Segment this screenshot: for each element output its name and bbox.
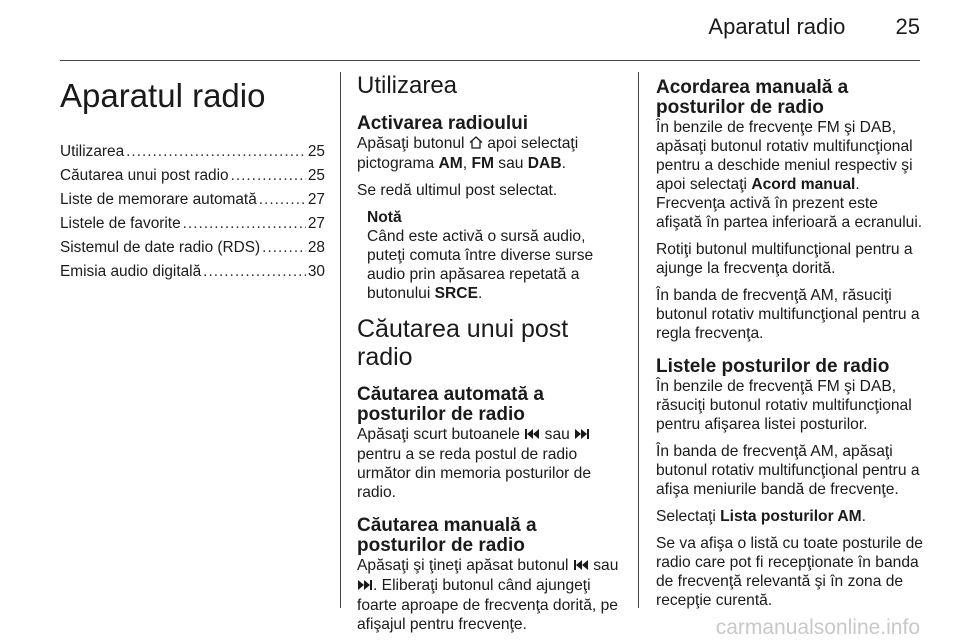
- content-column-3: [656, 72, 924, 618]
- chapter-title: Aparatul radio: [60, 77, 266, 114]
- toc-leader: [262, 238, 306, 257]
- column-divider: [638, 72, 639, 608]
- paragraph: Apăsaţi scurt butoanele sau pentru a se reda postul de radio următor din memoria posturilor de radio.: [357, 426, 591, 501]
- toc-page: 27: [307, 215, 325, 232]
- home-icon: [469, 135, 483, 154]
- paragraph: În benzile de frecvenţă FM şi DAB, răsuciţi butonul rotativ multifuncţional pentru afişarea listei posturilor.: [656, 378, 912, 433]
- previous-track-icon: [573, 557, 589, 576]
- paragraph: Apăsaţi şi ţineţi apăsat butonul sau . Eliberaţi butonul când ajungeţi foarte aproape de frecvenţa dorită, pe afişajul pentru frecvenţe.: [357, 557, 619, 633]
- toc-item[interactable]: [60, 262, 325, 286]
- note-box: [357, 208, 621, 303]
- running-head: [708, 14, 920, 40]
- paragraph: În banda de frecvenţă AM, răsuciţi butonul rotativ multifuncţional pentru a regla frecvenţa.: [656, 287, 920, 342]
- toc-label: Emisia audio digitală: [60, 263, 202, 280]
- paragraph: În benzile de frecvenţe FM şi DAB, apăsaţi butonul rotativ multifuncţional pentru a deschide meniul respectiv şi apoi selectaţi Acord manual.: [656, 119, 913, 193]
- note-title: Notă: [367, 209, 402, 226]
- toc-page: 27: [307, 191, 325, 208]
- subsection-heading-manual: Căutarea manuală a posturilor de radio: [357, 515, 537, 556]
- paragraph: Selectaţi Lista posturilor AM.: [656, 508, 867, 525]
- column-divider: [340, 72, 341, 608]
- toc-list: [60, 142, 325, 286]
- toc-label: Liste de memorare automată: [60, 191, 257, 208]
- paragraph: Se redă ultimul post selectat.: [357, 182, 558, 199]
- watermark: carmanualsonline.info: [715, 616, 920, 639]
- section-heading-cautarea: Căutarea unui post radio: [357, 315, 569, 371]
- toc-item[interactable]: [60, 238, 325, 262]
- paragraph: În banda de frecvenţă AM, apăsaţi butonul rotativ multifuncţional pentru a afişa meniurile bandă de frecvenţe.: [656, 443, 920, 498]
- paragraph: Apăsaţi butonul apoi selectaţi pictograma AM, FM sau DAB.: [357, 135, 579, 172]
- toc-page: 28: [307, 239, 325, 256]
- toc-item[interactable]: [60, 166, 325, 190]
- toc-item[interactable]: [60, 142, 325, 166]
- paragraph: Rotiţi butonul multifuncţional pentru a ajunge la frecvenţa dorită.: [656, 241, 913, 277]
- toc-page: 30: [307, 263, 325, 280]
- toc-leader: [126, 142, 306, 161]
- toc-leader: [203, 262, 306, 281]
- toc-column: [60, 72, 325, 286]
- subsection-heading-auto: Căutarea automată a posturilor de radio: [357, 384, 544, 425]
- toc-page: 25: [307, 167, 325, 184]
- next-track-icon: [574, 426, 590, 445]
- subsection-heading-listele: Listele posturilor de radio: [656, 356, 890, 377]
- toc-item[interactable]: [60, 214, 325, 238]
- paragraph: Frecvenţa activă în prezent este afişată în partea inferioară a ecranului.: [656, 195, 923, 231]
- section-heading-utilizarea: Utilizarea: [357, 72, 458, 99]
- note-text: Când este activă o sursă audio, puteţi comuta între diverse surse audio prin apăsarea repetată a butonului SRCE.: [367, 228, 594, 302]
- toc-label: Listele de favorite: [60, 215, 181, 232]
- paragraph: Se va afişa o listă cu toate posturile de radio care pot fi recepţionate în banda de frecvenţă relevantă şi în zona de recepţie curentă.: [656, 535, 923, 609]
- running-head-title: Aparatul radio: [708, 14, 846, 39]
- toc-page: 25: [307, 143, 325, 160]
- toc-leader: [231, 166, 306, 185]
- content-column-2: [357, 72, 621, 642]
- toc-label: Sistemul de date radio (RDS): [60, 239, 261, 256]
- toc-leader: [183, 214, 306, 233]
- toc-label: Utilizarea: [60, 143, 125, 160]
- subsection-heading-activare: Activarea radioului: [357, 113, 529, 134]
- header-rule: [60, 60, 920, 61]
- page-number: 25: [895, 14, 920, 39]
- previous-track-icon: [524, 426, 540, 445]
- toc-item[interactable]: [60, 190, 325, 214]
- toc-leader: [259, 190, 306, 209]
- next-track-icon: [357, 577, 373, 596]
- toc-label: Căutarea unui post radio: [60, 167, 229, 184]
- subsection-heading-acordarea: Acordarea manuală a posturilor de radio: [656, 77, 849, 118]
